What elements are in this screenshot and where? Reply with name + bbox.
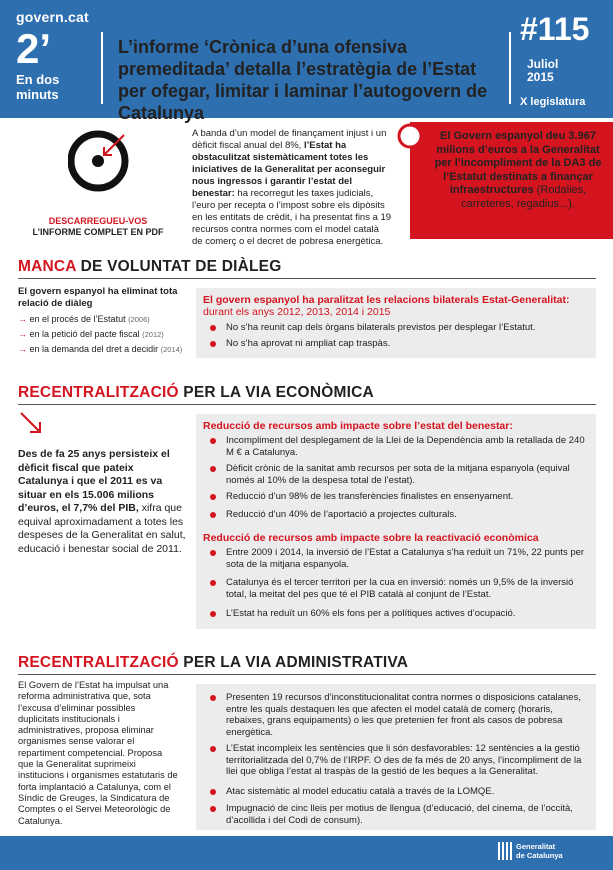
list-item: → en el procés de l’Estatut (2006)	[18, 314, 150, 324]
legislature: X legislatura	[520, 96, 586, 108]
list-item: Atac sistemàtic al model educatiu català a través de la LOMQE.	[226, 786, 495, 797]
arrow-down-right-icon	[18, 410, 44, 441]
section-title-economic	[18, 384, 374, 402]
list-item: Impugnació de cinc lleis per motius de llengua (d’educació, del cinema, de l’occità, d’acollida i del Codi de consum).	[226, 803, 573, 826]
badge-line2: minuts	[16, 87, 59, 102]
debt-bold: El Govern espanyol deu 3.967 milions d’euros a la Generalitat per l’incompliment de la DA3 de l’Estatut destinats a finançar infraestructures	[434, 130, 602, 196]
section1-title-accent: MANCA	[18, 258, 77, 275]
section-title-administrative	[18, 654, 408, 672]
generalitat-logo-icon	[498, 842, 512, 865]
issue-date	[527, 58, 558, 84]
section2-rule	[18, 404, 596, 405]
list-item: Incompliment del desplegament de la Llei de la Dependència amb la retallada de 240 M € a Catalunya.	[226, 435, 585, 458]
bullet-icon	[210, 494, 216, 500]
list-item: Presenten 19 recursos d’inconstitucionalitat contra normes o disposicions catalanes, entre les quals destaquen les que afecten el model català de comerç (horaris, rebaixes, grans equipaments) o les que pretenien fer front als casos de pobresa energètica.	[226, 692, 581, 738]
section3-rule	[18, 674, 596, 675]
list-item: Reducció d’un 98% de les transferències finalistes en ensenyament.	[226, 491, 514, 502]
download-pdf-icon[interactable]	[68, 127, 122, 181]
issue-number: #115	[520, 11, 590, 47]
intro-text-end: ha recorregut les taxes judicials, l’euro per recepta o l’impost sobre els dipòsits en les entitats de crèdit, i ha presentat fins a 19 recursos contra normes com el model català de comerç o el decret de pobresa energètica.	[192, 188, 392, 247]
bullet-icon	[210, 746, 216, 752]
footer-org-line2: de Catalunya	[516, 851, 563, 860]
section1-lead: El govern espanyol ha eliminat tota relació de diàleg	[18, 286, 178, 309]
list-item: L’Estat incompleix les sentències que li són desfavorables: 12 sentències a la gestió territorialitzada del 0,7% de l’IRPF. O des de fa més de 20 anys, l’incompliment de la llei que obliga l’estat al traspàs de la gestió de les beques a la Generalitat.	[226, 743, 582, 777]
intro-text-start: A banda d’un model de finançament injust i un dèficit fiscal anual del 8%,	[192, 128, 387, 151]
issue-year: 2015	[527, 70, 554, 84]
page-title: L’informe ‘Crònica d’una ofensiva premeditada’ detalla l’estratègia de l’Estat per ofegar, limitar i laminar l’autogovern de Catalunya	[118, 37, 488, 123]
deficit-normal: xifra que equival aproximadament a totes les despeses de la Generalitat en salut, educació i benestar social de 2011.	[18, 502, 186, 555]
section2-sub1-title: Reducció de recursos amb impacte sobre l’estat del benestar:	[203, 420, 513, 432]
download-line1: DESCARREGUEU-VOS	[48, 216, 148, 226]
header-divider-right	[509, 32, 511, 104]
bullet-icon	[210, 438, 216, 444]
list-item: No s’ha aprovat ni ampliat cap traspàs.	[226, 338, 391, 349]
brand-link[interactable]: govern.cat	[16, 9, 89, 25]
badge-subtitle	[16, 72, 59, 102]
list-item: L’Estat ha reduït un 60% els fons per a polítiques actives d’ocupació.	[226, 608, 516, 619]
reform-paragraph: El Govern de l’Estat ha impulsat una reforma administrativa que, sota l’excusa d’eliminar possibles duplicitats institucionals i administratives, proposa eliminar organismes sense valorar el repartiment competencial. Proposa que la Generalitat suprimeixi institucions i organismes estatutaris de forta implantació a Catalunya, com el Síndic de Greuges, la Sindicatura de Comptes o el Servei Meteorològic de Catalunya.	[18, 680, 178, 826]
section1-box-title: El govern espanyol ha paralitzat les relacions bilaterals Estat-Generalitat:	[203, 294, 570, 306]
deficit-paragraph	[18, 448, 186, 556]
footer-org-name	[516, 842, 563, 860]
list-item: Reducció d’un 40% de l’aportació a projectes culturals.	[226, 509, 457, 520]
section2-title-rest: PER LA VIA ECONÒMICA	[178, 384, 374, 401]
section1-box-subtitle: durant els anys 2012, 2013, 2014 i 2015	[203, 306, 391, 318]
intro-text-bold: l’Estat ha obstaculitzat sistemàticament totes les iniciatives de la Generalitat per aconseguir nous ingressos i garantir l’estat del benestar:	[192, 140, 386, 199]
issue-month: Juliol	[527, 57, 559, 71]
section3-title-accent: RECENTRALITZACIÓ	[18, 654, 179, 671]
badge-line1: En dos	[16, 72, 60, 87]
footer-org-line1: Generalitat	[516, 842, 556, 851]
bullet-icon	[210, 341, 216, 347]
bullet-icon	[210, 695, 216, 701]
deficit-bold: Des de fa 25 anys persisteix el dèficit fiscal que pateix Catalunya i que el 2011 es va situar en els 15.006 milions d’euros, el 7,7% del PIB,	[18, 448, 170, 514]
bullet-icon	[210, 611, 216, 617]
section1-rule	[18, 278, 596, 279]
header-divider-left	[101, 32, 103, 104]
alert-dot-icon	[396, 122, 424, 150]
list-item: Catalunya és el tercer territori per la cua en inversió: només un 9,5% de la inversió total, la meitat del pes que té el PIB català al conjunt de l’Estat.	[226, 577, 574, 600]
bullet-icon	[210, 466, 216, 472]
debt-highlight-text	[434, 130, 602, 211]
bullet-icon	[210, 512, 216, 518]
section2-sub2-title: Reducció de recursos amb impacte sobre la reactivació econòmica	[203, 532, 539, 544]
list-item: No s’ha reunit cap dels òrgans bilaterals previstos per desplegar l’Estatut.	[226, 322, 536, 333]
section-title-dialog	[18, 258, 281, 276]
intro-paragraph	[192, 128, 392, 248]
section2-title-accent: RECENTRALITZACIÓ	[18, 384, 179, 401]
download-pdf-link[interactable]	[24, 216, 172, 238]
bullet-icon	[210, 325, 216, 331]
bullet-icon	[210, 789, 216, 795]
bullet-icon	[210, 580, 216, 586]
list-item: → en la demanda del dret a decidir (2014)	[18, 344, 183, 354]
bullet-icon	[210, 550, 216, 556]
list-item: Entre 2009 i 2014, la inversió de l’Estat a Catalunya s’ha reduït un 71%, 22 punts per sota de la mitjana espanyola.	[226, 547, 585, 570]
badge-number: 2’	[16, 25, 52, 72]
section3-title-rest: PER LA VIA ADMINISTRATIVA	[178, 654, 409, 671]
list-item: Dèficit crònic de la sanitat amb recursos per sota de la mitjana espanyola (equival només al 10% de la despesa total de l’estat).	[226, 463, 570, 486]
bullet-icon	[210, 806, 216, 812]
debt-examples: (Rodalies, carreteres, regadius...).	[461, 184, 587, 210]
section1-title-rest: DE VOLUNTAT DE DIÀLEG	[76, 258, 282, 275]
download-line2: L’INFORME COMPLET EN PDF	[32, 227, 164, 237]
list-item: → en la petició del pacte fiscal (2012)	[18, 329, 164, 339]
